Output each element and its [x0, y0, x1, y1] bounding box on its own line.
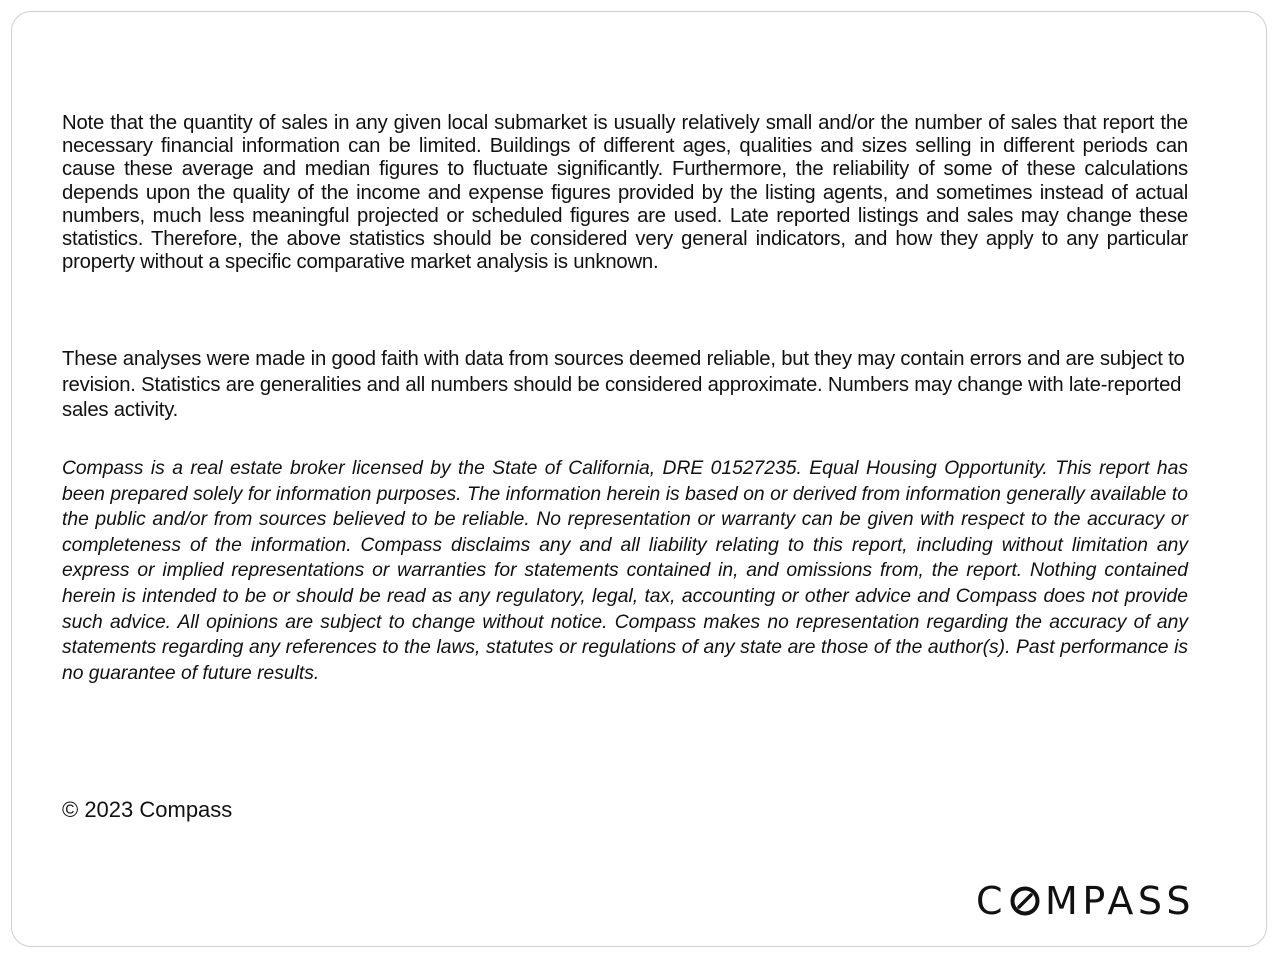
- compass-o-icon: [1010, 886, 1040, 916]
- sales-note-paragraph: Note that the quantity of sales in any given local submarket is usually relatively small and/or the number of sales that report the necessary financial information can be limited. Buildings of different ages, qualities and sizes selling in different periods can cause these average and median figures to fluctuate significantly. Furthermore, the reliability of some of these calculations depends upon the quality of the income and expense figures provided by the listing agents, and sometimes instead of actual numbers, much less meaningful projected or scheduled figures are used. Late reported listings and sales may change these statistics. Therefore, the above statistics should be considered very general indicators, and how they apply to any particular property without a specific comparative market analysis is unknown.: [62, 112, 1188, 274]
- logo-letter-c: C: [976, 879, 1008, 923]
- analyses-note-paragraph: These analyses were made in good faith with data from sources deemed reliable, but they may contain errors and are subject to revision. Statistics are generalities and all numbers should be considered approximate. Numbers may change with late-reported sales activity.: [62, 348, 1185, 421]
- compass-logo: [976, 878, 1216, 924]
- logo-letters-mpass: MPASS: [1045, 879, 1196, 923]
- copyright-notice: © 2023 Compass: [62, 797, 233, 822]
- legal-disclaimer-paragraph: Compass is a real estate broker licensed by the State of California, DRE 01527235. Equal Housing Opportunity. This report has been prepared solely for information purposes. The information herein is based on or derived from information generally available to the public and/or from sources believed to be reliable. No representation or warranty can be given with respect to the accuracy or completeness of the information. Compass disclaims any and all liability relating to this report, including without limitation any express or implied representations or warranties for statements contained in, and omissions from, the report. Nothing contained herein is intended to be or should be read as any regulatory, legal, tax, accounting or other advice and Compass does not provide such advice. All opinions are subject to change without notice. Compass makes no representation regarding the accuracy of any statements regarding any references to the laws, statutes or regulations of any state are those of the author(s). Past performance is no guarantee of future results.: [62, 458, 1188, 684]
